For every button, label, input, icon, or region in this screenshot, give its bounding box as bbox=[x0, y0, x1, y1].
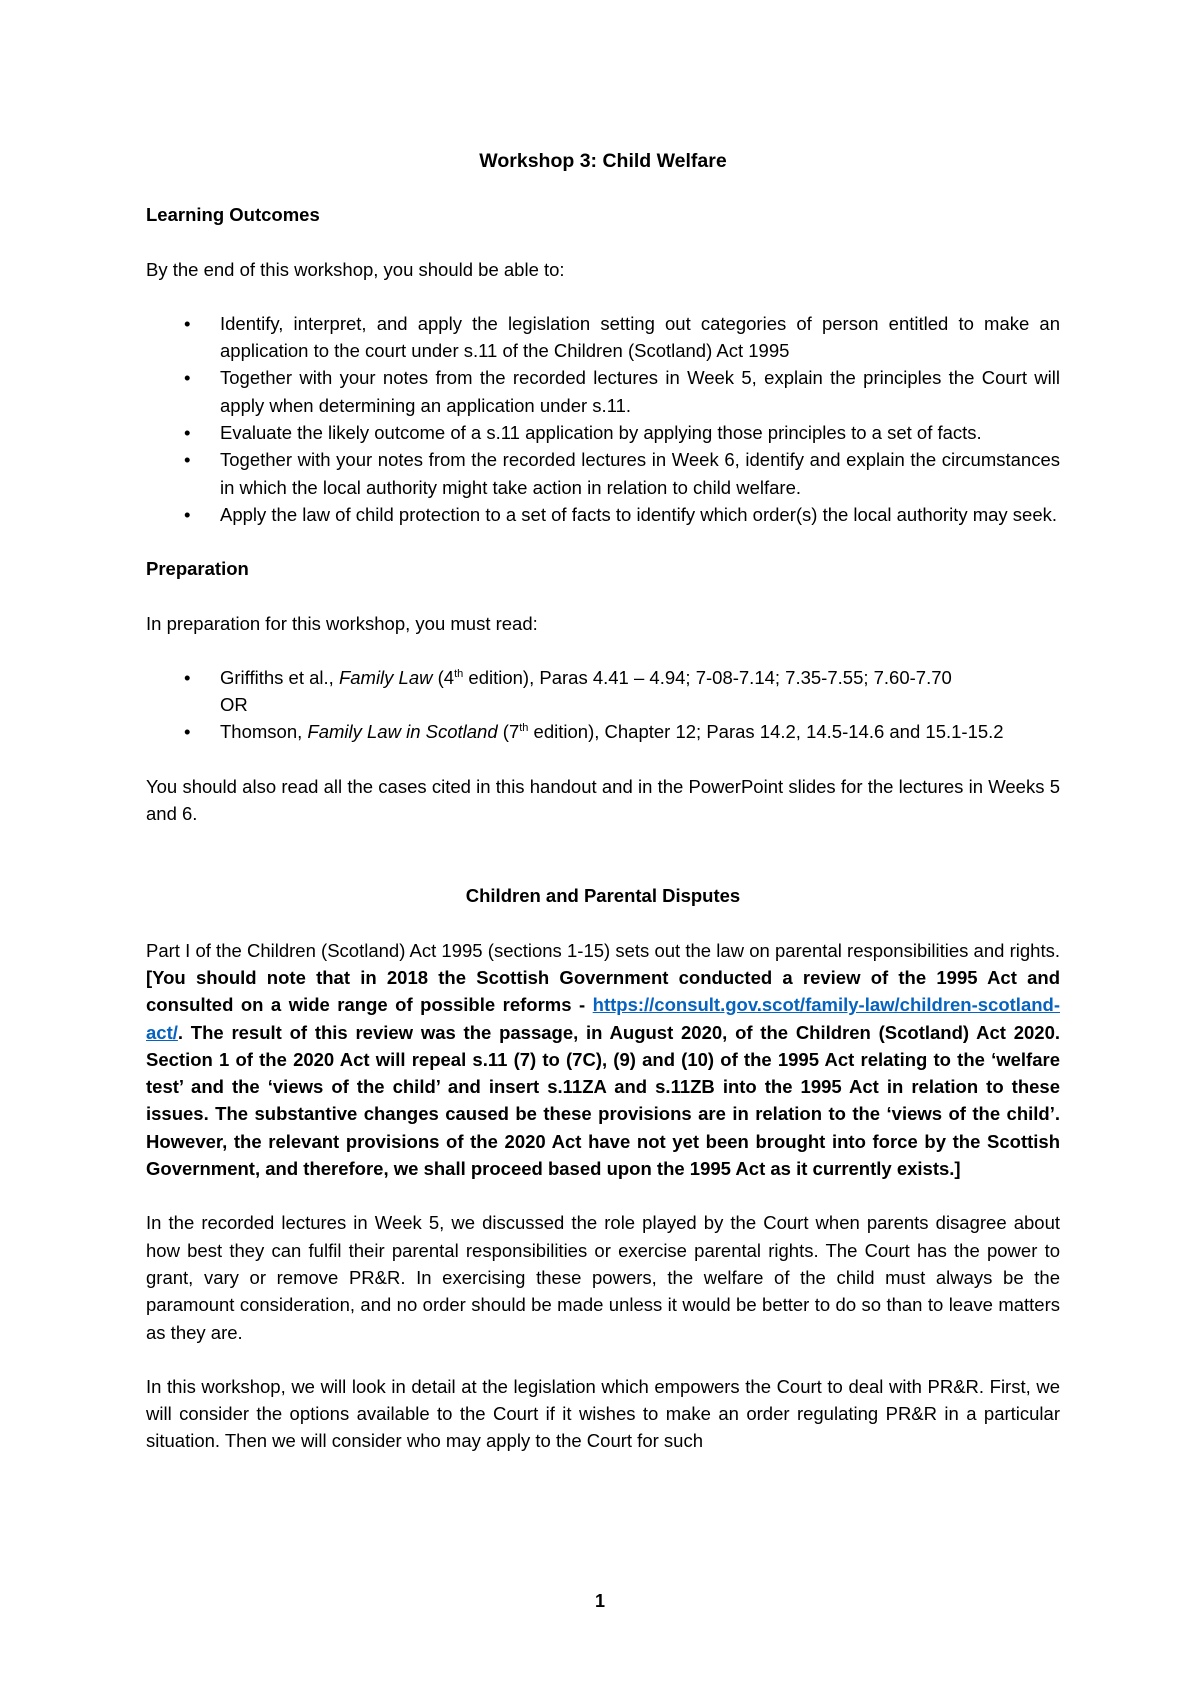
list-item bbox=[146, 446, 1060, 501]
reading-list bbox=[146, 664, 1060, 746]
page-number: 1 bbox=[594, 1591, 605, 1611]
list-item-text: Together with your notes from the recorded lectures in Week 5, explain the principles the Court will apply when determining an application under s.11. bbox=[220, 367, 1060, 416]
reading-or-text: OR bbox=[220, 694, 248, 716]
section-heading: Children and Parental Disputes bbox=[465, 885, 741, 907]
list-item-text: Evaluate the likely outcome of a s.11 application by applying those principles to a set of facts. bbox=[220, 422, 982, 444]
bullet-icon: • bbox=[184, 312, 191, 334]
learning-outcomes-heading: Learning Outcomes bbox=[146, 204, 320, 226]
list-item-text: Identify, interpret, and apply the legislation setting out categories of person entitled to make an application to the court under s.11 of the Children (Scotland) Act 1995 bbox=[220, 312, 1060, 362]
also-read-paragraph: You should also read all the cases cited in this handout and in the PowerPoint slides for the lectures in Weeks 5 and 6. bbox=[146, 775, 1060, 825]
bullet-icon: • bbox=[184, 721, 191, 743]
reading-thomson-text: Thomson, Family Law in Scotland (7th edition), Chapter 12; Paras 14.2, 14.5-14.6 and 15.1-15.2 bbox=[220, 721, 1004, 743]
learning-outcomes-list bbox=[146, 310, 1060, 528]
list-item bbox=[146, 364, 1060, 419]
learning-outcomes-intro: By the end of this workshop, you should be able to: bbox=[146, 258, 565, 280]
page-content bbox=[146, 148, 1060, 1455]
bullet-icon: • bbox=[184, 367, 191, 389]
list-item bbox=[146, 419, 1060, 446]
reading-griffiths-text: Griffiths et al., Family Law (4th edition), Paras 4.41 – 4.94; 7-08-7.14; 7.35-7.55; 7.60-7.70 bbox=[220, 666, 952, 688]
bullet-icon: • bbox=[184, 449, 191, 471]
list-item-text: Apply the law of child protection to a set of facts to identify which order(s) the local authority may seek. bbox=[220, 503, 1058, 525]
list-item bbox=[146, 664, 1060, 719]
workshop-paragraph: In this workshop, we will look in detail at the legislation which empowers the Court to deal with PR&R. First, we will consider the options available to the Court if it wishes to make an order regulating PR&R in a particular situation. Then we will consider who may apply to the Court for such bbox=[146, 1375, 1060, 1452]
bullet-icon: • bbox=[184, 666, 191, 688]
list-item bbox=[146, 501, 1060, 528]
bullet-icon: • bbox=[184, 422, 191, 444]
document-title: Workshop 3: Child Welfare bbox=[479, 150, 727, 172]
list-item bbox=[146, 310, 1060, 365]
bullet-icon: • bbox=[184, 503, 191, 525]
consultation-link[interactable]: https://consult.gov.scot/family-law/children-scotland-act/ bbox=[146, 994, 1060, 1043]
list-item bbox=[146, 718, 1060, 745]
reform-paragraph: Part I of the Children (Scotland) Act 1995 (sections 1-15) sets out the law on parental responsibilities and rights. [You should note that in 2018 the Scottish Government conducted a review of the 1995 Act and consulted on a wide range of possible reforms - https://consult.gov.scot/family-law/children-scotland-act/. The result of this review was the passage, in August 2020, of the Children (Scotland) Act 2020. Section 1 of the 2020 Act will repeal s.11 (7) to (7C), (9) and (10) of the 1995 Act relating to the ‘welfare test’ and the ‘views of the child’ and insert s.11ZA and s.11ZB into the 1995 Act in relation to these issues. The substantive changes caused be these provisions are in relation to the ‘views of the child’. However, the relevant provisions of the 2020 Act have not yet been brought into force by the Scottish Government, and therefore, we shall proceed based upon the 1995 Act as it currently exists.] bbox=[146, 939, 1060, 1180]
preparation-intro: In preparation for this workshop, you must read: bbox=[146, 612, 538, 634]
preparation-heading: Preparation bbox=[146, 558, 249, 580]
recorded-lectures-paragraph: In the recorded lectures in Week 5, we discussed the role played by the Court when parents disagree about how best they can fulfil their parental responsibilities or exercise parental rights. The Court has the power to grant, vary or remove PR&R. In exercising these powers, the welfare of the child must always be the paramount consideration, and no order should be made unless it would be better to do so than to leave matters as they are. bbox=[146, 1212, 1060, 1343]
list-item-text: Together with your notes from the recorded lectures in Week 6, identify and explain the circumstances in which the local authority might take action in relation to child welfare. bbox=[220, 449, 1060, 498]
